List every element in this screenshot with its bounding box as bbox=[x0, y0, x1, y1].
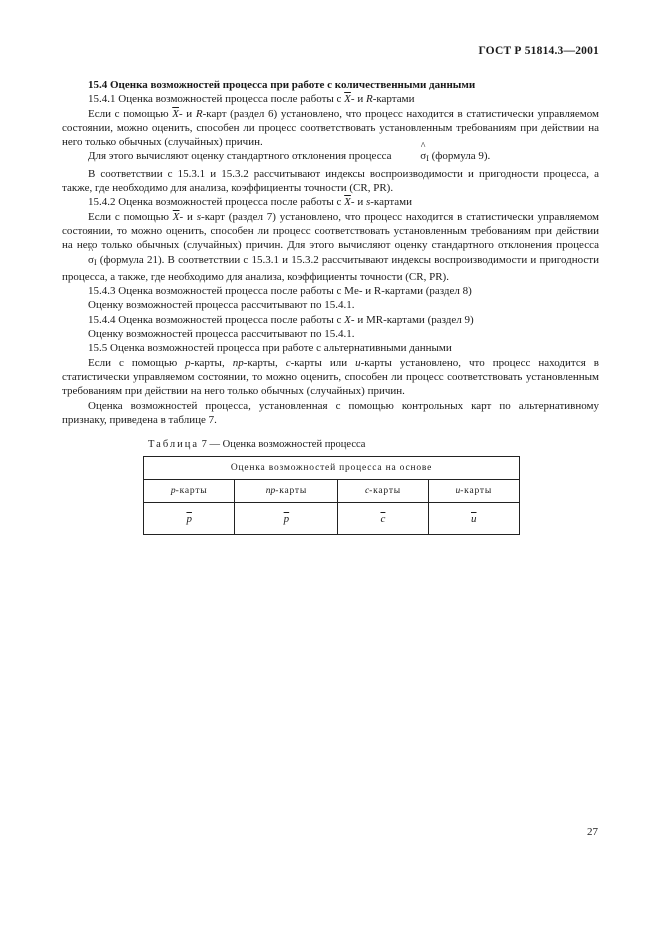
table-cell-u bbox=[428, 503, 519, 535]
table-value-p: $\overline{p}$ bbox=[186, 512, 192, 525]
table-caption-label: Таблица bbox=[148, 439, 200, 450]
table-cell-np bbox=[235, 503, 338, 535]
column-header-u: u-карты bbox=[428, 480, 519, 503]
paragraph-15-4-2-body: Если с помощью $\overline{X}-$ и s-карт (раздел 7) установлено, что процесс находится в статистически управляемом состоянии, то можно оценить, способен ли процесс соответствовать установленным требованиям при действии на него только обычных (случайных) причин. Для этого вычисляют оценку стандартного отклонения процесса ^ $\sigma_I$ (формула 21). В соответствии с 15.3.1 и 15.3.2 рассчитывают индексы воспроизводимости и пригодности процесса, а также, где необходимо для анализа, коэффициенты точности (CR, PR). bbox=[62, 210, 599, 284]
column-header-np: np-карты bbox=[235, 480, 338, 503]
table-caption bbox=[148, 439, 365, 450]
heading-15-4: 15.4 Оценка возможностей процесса при работе с количественными данными bbox=[88, 79, 476, 91]
capability-table bbox=[143, 456, 520, 535]
heading-15-4-3: 15.4.3 Оценка возможностей процесса после работы с Me- и R-картами (раздел 8) bbox=[88, 285, 472, 298]
table-value-np: $\overline{p}$ bbox=[283, 512, 290, 525]
paragraph-indices-15-4-1: В соответствии с 15.3.1 и 15.3.2 рассчитывают индексы воспроизводимости и пригодности процесса, а также, где необходимо для анализа, коэффициенты точности (CR, PR). bbox=[62, 167, 599, 195]
document-id: ГОСТ Р 51814.3—2001 bbox=[478, 45, 599, 57]
paragraph-15-4-1-body: Если с помощью $\overline{X}-$ и R-карт (раздел 6) установлено, что процесс находится в статистически управляемом состоянии, можно оценить, способен ли процесс соответствовать установленным требованиям при действии на него только обычных (случайных) причин. bbox=[62, 107, 599, 149]
heading-15-4-2: 15.4.2 Оценка возможностей процесса после работы с $\overline{X}-$ и s-картами bbox=[88, 196, 412, 209]
heading-15-4-1: 15.4.1 Оценка возможностей процесса после работы с $\overline{X}-$ и R-картами bbox=[88, 93, 415, 106]
table-caption-text: 7 — Оценка возможностей процесса bbox=[201, 439, 366, 450]
paragraph-table-reference: Оценка возможностей процесса, установленная с помощью контрольных карт по альтернативному признаку, приведена в таблице 7. bbox=[62, 399, 599, 426]
table-cell-c bbox=[338, 503, 428, 535]
heading-15-4-4: 15.4.4 Оценка возможностей процесса после работы с X- и MR-картами (раздел 9) bbox=[88, 313, 474, 326]
table-value-c: $\overline{c}$ bbox=[380, 512, 386, 525]
column-header-p: p-карты bbox=[144, 480, 235, 503]
table-header: Оценка возможностей процесса на основе bbox=[144, 457, 520, 480]
page-number: 27 bbox=[587, 826, 598, 838]
paragraph-15-5-body: Если с помощью p-карты, np-карты, c-карты или u-карты установлено, что процесс находится в статистически управляемом состоянии, то можно оценить, способен ли процесс соответствовать установленным требованиям при действии на него только обычных (случайных) причин. bbox=[62, 356, 599, 398]
paragraph-15-4-3-body: Оценку возможностей процесса рассчитывают по 15.4.1. bbox=[88, 299, 355, 312]
paragraph-15-4-4-body: Оценку возможностей процесса рассчитывают по 15.4.1. bbox=[88, 328, 355, 341]
table-cell-p bbox=[144, 503, 235, 535]
heading-15-5: 15.5 Оценка возможностей процесса при работе с альтернативными данными bbox=[88, 342, 452, 355]
column-header-c: c-карты bbox=[338, 480, 428, 503]
paragraph-sigma-formula-9: Для этого вычисляют оценку стандартного отклонения процесса ^ $\sigma_I$ (формула 9). bbox=[62, 149, 599, 166]
table-value-u: $\overline{u}$ bbox=[471, 512, 477, 525]
document-body bbox=[62, 78, 599, 427]
